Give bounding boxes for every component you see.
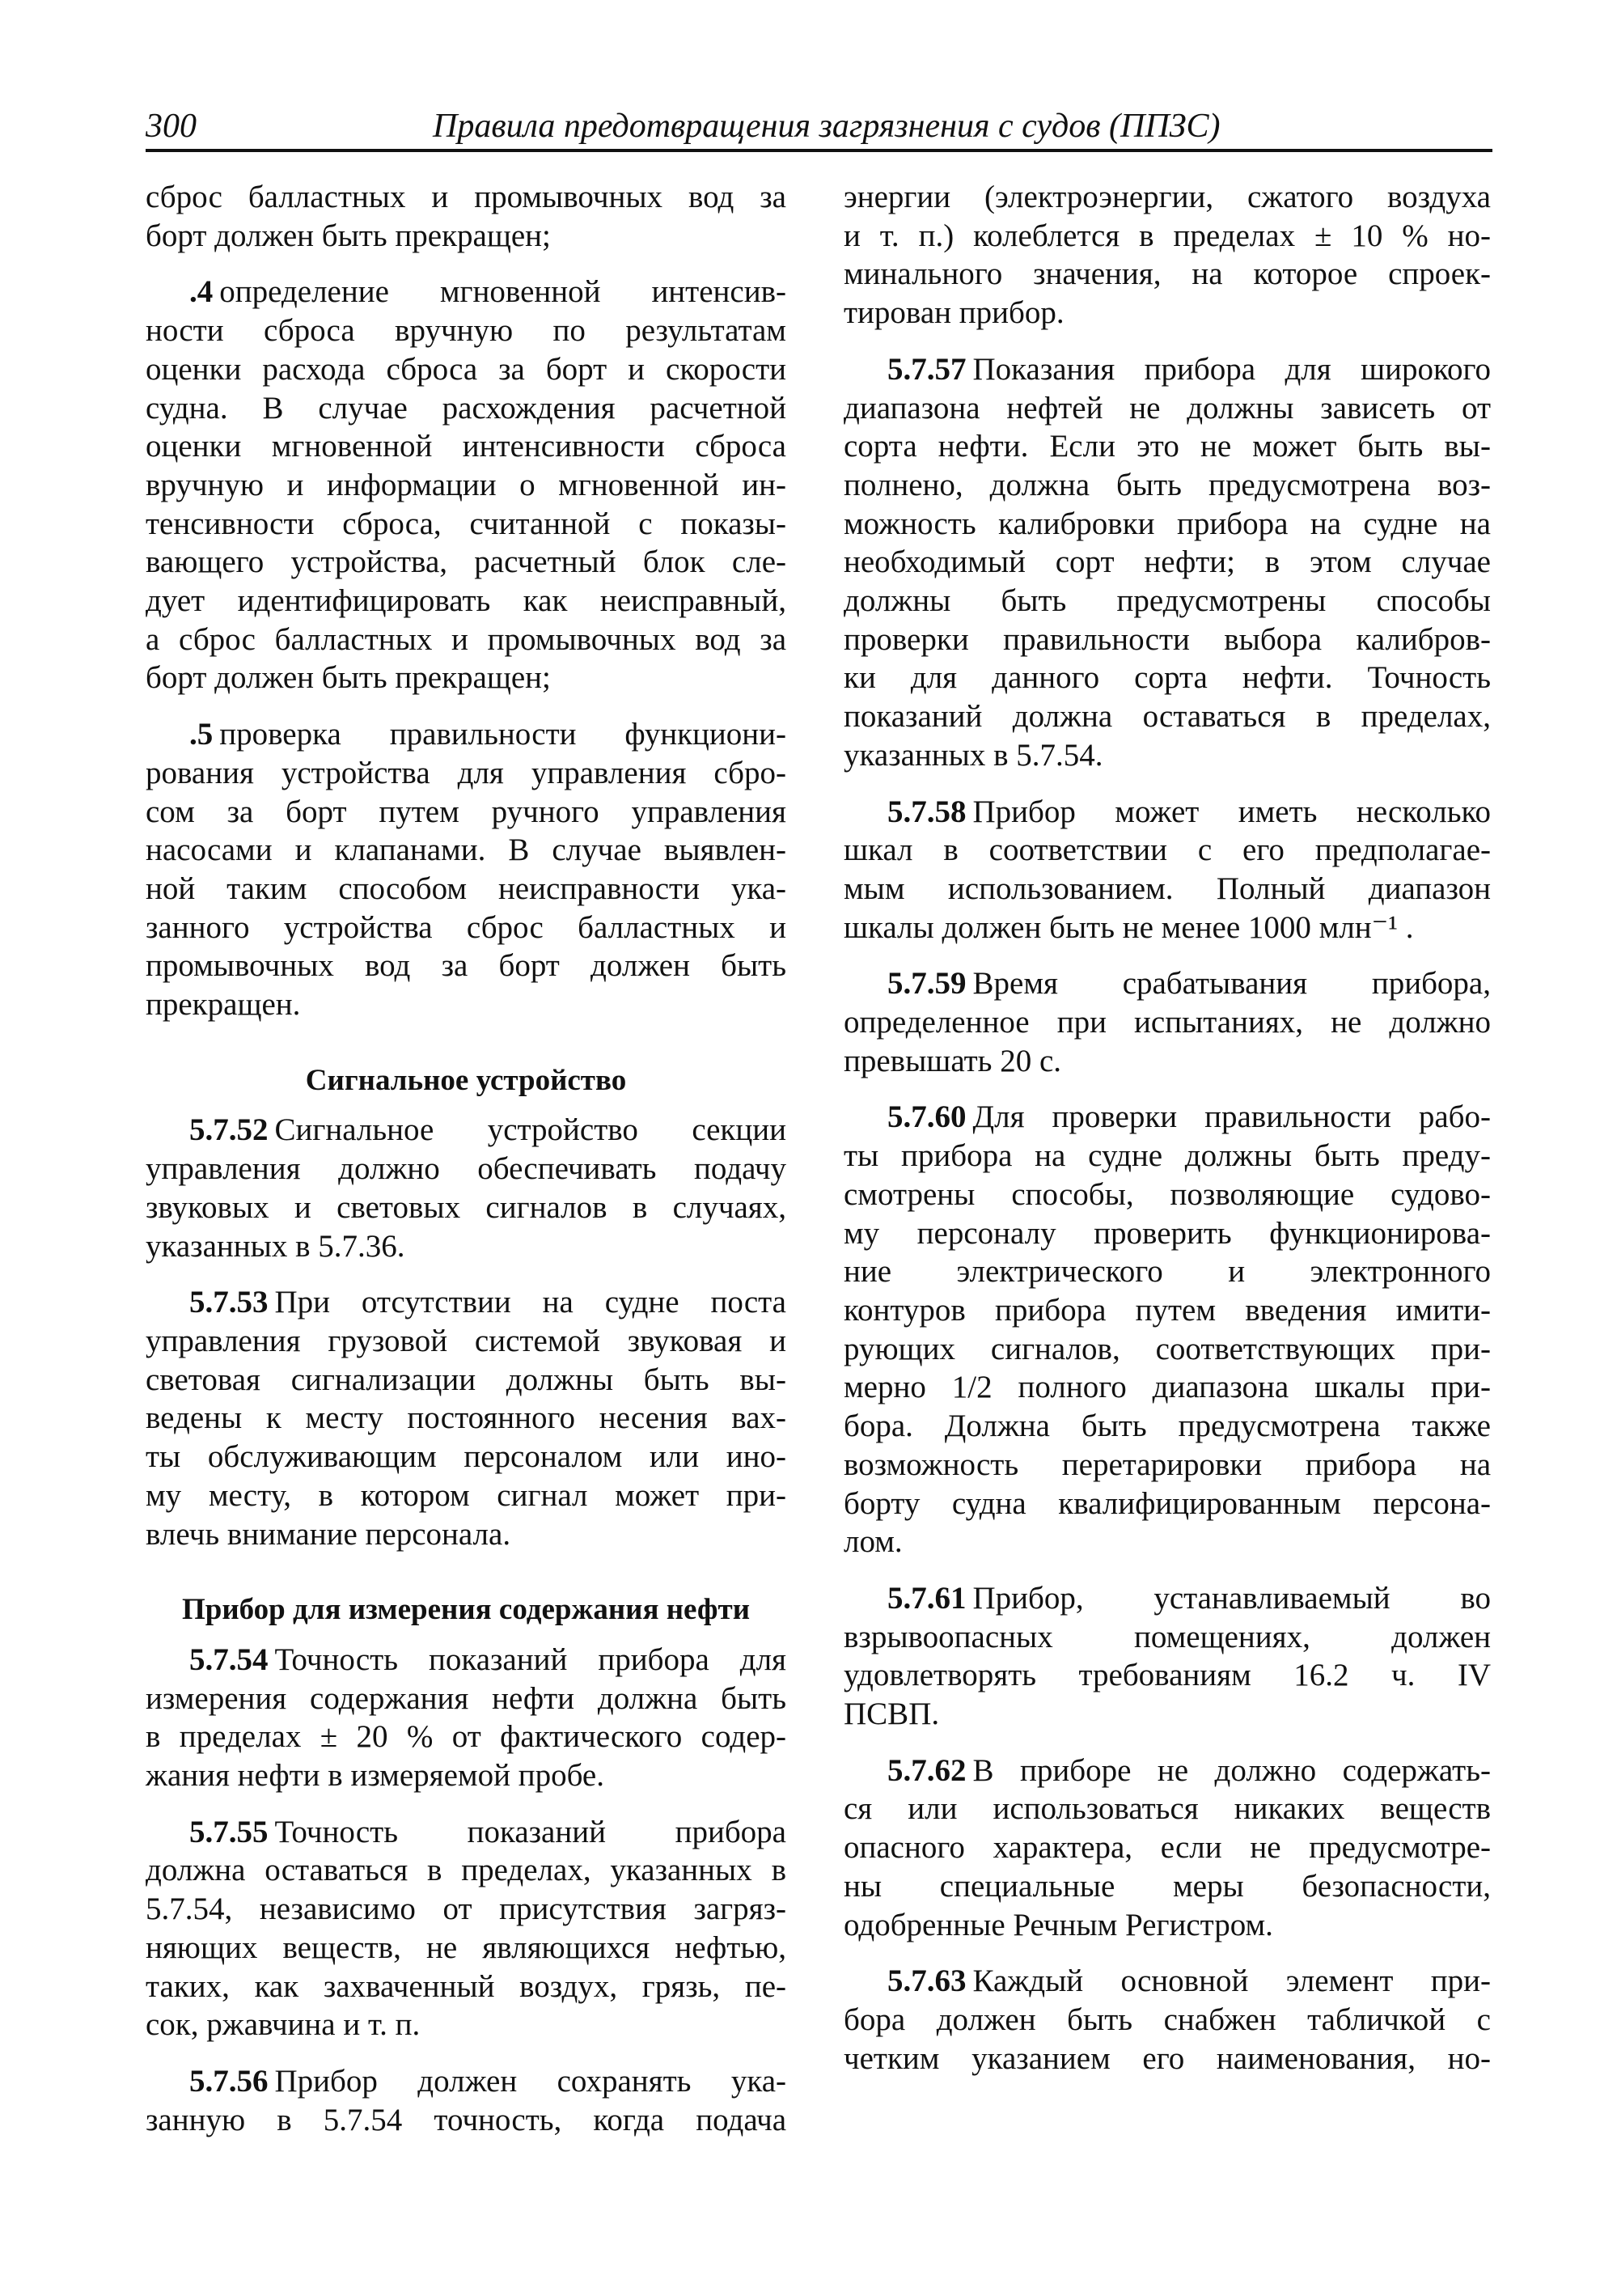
line-text: шкал в соответствии с его предполагае- xyxy=(844,832,1491,868)
text-line xyxy=(844,543,1491,582)
text-line xyxy=(844,1042,1491,1081)
line-text: жания нефти в измеряемой пробе. xyxy=(146,1758,604,1794)
text-line xyxy=(844,1906,1491,1945)
line-text: влечь внимание персонала. xyxy=(146,1516,511,1552)
line-text: бора должен быть снабжен табличкой с xyxy=(844,2002,1491,2037)
line-text: прекращен. xyxy=(146,987,301,1023)
text-line xyxy=(146,1718,786,1756)
paragraph xyxy=(844,964,1491,1080)
clause-number: 5.7.53 xyxy=(189,1285,269,1320)
paragraph xyxy=(146,1813,786,2044)
line-text: Прибор, устанавливаемый во xyxy=(972,1580,1491,1616)
text-line xyxy=(844,1330,1491,1369)
text-line xyxy=(146,427,786,466)
text-line xyxy=(146,1188,786,1227)
paragraph xyxy=(146,273,786,697)
line-text: минального значения, на которое спроек- xyxy=(844,256,1491,292)
line-text: вающего устройства, расчетный блок сле- xyxy=(146,544,786,580)
line-text: а сброс балластных и промывочных вод за xyxy=(146,621,786,657)
line-text: таких, как захваченный воздух, грязь, пе- xyxy=(146,1968,786,2004)
line-text: Для проверки правильности рабо- xyxy=(972,1099,1491,1135)
line-text: звуковых и световых сигналов в случаях, xyxy=(146,1189,786,1225)
line-text: Прибор должен сохранять ука- xyxy=(274,2063,786,2099)
text-line xyxy=(146,543,786,582)
line-text: проверка правильности функциони- xyxy=(219,717,786,752)
clause-number: .5 xyxy=(189,717,214,752)
line-text: в пределах ± 20 % от фактического содер- xyxy=(146,1719,786,1755)
text-line xyxy=(844,582,1491,621)
text-line xyxy=(146,1476,786,1515)
line-text: смотрены способы, позволяющие судово- xyxy=(844,1176,1491,1212)
line-text: Точность показаний прибора для xyxy=(274,1642,786,1677)
text-line xyxy=(146,1813,786,1852)
paragraph xyxy=(844,793,1491,947)
text-line xyxy=(844,2001,1491,2040)
text-line xyxy=(146,1756,786,1795)
text-line xyxy=(844,2040,1491,2078)
text-line xyxy=(844,466,1491,505)
clause-number: 5.7.54 xyxy=(189,1642,269,1677)
line-text: измерения содержания нефти должна быть xyxy=(146,1680,786,1716)
line-text: сом за борт путем ручного управления xyxy=(146,794,786,829)
line-text: рующих сигналов, соответствующих при- xyxy=(844,1331,1491,1366)
section-heading: Сигнальное устройство xyxy=(305,1063,627,1097)
paragraph xyxy=(844,350,1491,775)
paragraph xyxy=(146,1283,786,1553)
text-line xyxy=(146,1283,786,1322)
right-column xyxy=(844,178,1491,2095)
clause-number: 5.7.63 xyxy=(887,1963,967,1999)
line-text: ности сброса вручную по результатам xyxy=(146,313,786,349)
text-line xyxy=(844,964,1491,1003)
line-text: световая сигнализации должны быть вы- xyxy=(146,1362,786,1397)
text-line xyxy=(844,1368,1491,1407)
line-text: опасного характера, если не предусмотре- xyxy=(844,1830,1491,1866)
line-text: судна. В случае расхождения расчетной xyxy=(146,390,786,426)
line-text: Прибор может иметь несколько xyxy=(972,794,1491,829)
text-line xyxy=(844,1828,1491,1867)
line-text: занного устройства сброс балластных и xyxy=(146,909,786,945)
text-line xyxy=(146,389,786,428)
text-line xyxy=(146,947,786,985)
line-text: вручную и информации о мгновенной ин- xyxy=(146,467,786,502)
text-line xyxy=(844,1962,1491,2001)
text-line xyxy=(146,1851,786,1890)
text-line xyxy=(844,736,1491,775)
line-text: должна оставаться в пределах, указанных в xyxy=(146,1853,786,1888)
clause-number: 5.7.56 xyxy=(189,2063,269,2099)
text-line xyxy=(844,1446,1491,1485)
line-text: борт должен быть прекращен; xyxy=(146,660,551,696)
clause-number: 5.7.57 xyxy=(887,351,967,387)
line-text: бора. Должна быть предусмотрена также xyxy=(844,1409,1491,1444)
text-line xyxy=(844,1618,1491,1657)
line-text: насосами и клапанами. В случае выявлен- xyxy=(146,832,786,868)
text-line xyxy=(146,217,786,256)
line-text: шкалы должен быть не менее 1000 млн⁻¹ . xyxy=(844,909,1414,945)
running-title: Правила предотвращения загрязнения с судов (ППЗС) xyxy=(433,108,1221,145)
line-text: определенное при испытаниях, не должно xyxy=(844,1005,1491,1040)
line-text: Время срабатывания прибора, xyxy=(972,966,1491,1002)
line-text: необходимый сорт нефти; в этом случае xyxy=(844,544,1491,580)
text-line xyxy=(844,178,1491,217)
text-line xyxy=(844,1291,1491,1330)
text-line xyxy=(146,1150,786,1188)
text-line xyxy=(146,1515,786,1554)
line-text: ны специальные меры безопасности, xyxy=(844,1868,1491,1904)
clause-number: 5.7.60 xyxy=(887,1099,967,1135)
line-text: Точность показаний прибора xyxy=(274,1814,786,1849)
paragraph xyxy=(146,2062,786,2139)
line-text: ние электрического и электронного xyxy=(844,1254,1491,1290)
text-line xyxy=(844,793,1491,832)
line-text: В приборе не должно содержать- xyxy=(972,1752,1491,1788)
text-line xyxy=(844,1579,1491,1618)
text-line xyxy=(844,1695,1491,1734)
line-text: сброс балластных и промывочных вод за xyxy=(146,180,786,214)
text-line xyxy=(844,1214,1491,1253)
text-line xyxy=(146,909,786,947)
text-line xyxy=(146,505,786,544)
left-column xyxy=(146,178,786,2157)
text-line xyxy=(844,1790,1491,1828)
line-text: взрывоопасных помещениях, должен xyxy=(844,1619,1491,1654)
line-text: ной таким способом неисправности ука- xyxy=(146,871,786,906)
line-text: мым использованием. Полный диапазон xyxy=(844,871,1491,906)
text-line xyxy=(844,1656,1491,1695)
text-line xyxy=(146,793,786,832)
text-line xyxy=(844,1003,1491,1042)
line-text: мерно 1/2 полного диапазона шкалы при- xyxy=(844,1370,1491,1405)
line-text: ки для данного сорта нефти. Точность xyxy=(844,660,1491,696)
line-text: ПСВП. xyxy=(844,1697,940,1732)
text-line xyxy=(146,621,786,659)
text-line xyxy=(844,505,1491,544)
line-text: му месту, в котором сигнал может при- xyxy=(146,1477,786,1513)
text-line xyxy=(844,1176,1491,1214)
line-text: диапазона нефтей не должны зависеть от xyxy=(844,390,1491,426)
line-text: оценки расхода сброса за борт и скорости xyxy=(146,351,786,387)
paragraph xyxy=(844,1098,1491,1561)
text-line xyxy=(146,754,786,793)
line-text: рования устройства для управления сбро- xyxy=(146,755,786,790)
paragraph xyxy=(844,1579,1491,1734)
text-line xyxy=(844,1752,1491,1790)
line-text: возможность перетарировки прибора на xyxy=(844,1447,1491,1482)
line-text: дует идентифицировать как неисправный, xyxy=(146,583,786,619)
line-text: ты прибора на судне должны быть преду- xyxy=(844,1138,1491,1174)
line-text: Показания прибора для широкого xyxy=(972,351,1491,387)
line-text: сорта нефти. Если это не может быть вы- xyxy=(844,429,1491,464)
line-text: занную в 5.7.54 точность, когда подача xyxy=(146,2102,786,2137)
text-line xyxy=(844,350,1491,389)
line-text: четким указанием его наименования, но- xyxy=(844,2040,1491,2076)
clause-number: 5.7.62 xyxy=(887,1752,967,1788)
line-text: борту судна квалифицированным персона- xyxy=(844,1485,1491,1521)
text-line xyxy=(844,217,1491,256)
line-text: можность калибровки прибора на судне на xyxy=(844,506,1491,541)
line-text: оценки мгновенной интенсивности сброса xyxy=(146,429,786,464)
text-line xyxy=(146,1399,786,1438)
text-line xyxy=(146,1227,786,1266)
text-line xyxy=(146,1929,786,1968)
text-line xyxy=(146,1680,786,1718)
clause-number: 5.7.59 xyxy=(887,966,967,1002)
text-line xyxy=(146,985,786,1024)
text-line xyxy=(146,2062,786,2101)
text-line xyxy=(146,870,786,909)
paragraph xyxy=(844,1962,1491,2078)
text-line xyxy=(146,1111,786,1150)
paragraph xyxy=(146,178,786,255)
text-line xyxy=(844,255,1491,294)
clause-number: 5.7.61 xyxy=(887,1580,967,1616)
clause-number: 5.7.58 xyxy=(887,794,967,829)
line-text: определение мгновенной интенсив- xyxy=(219,274,786,310)
line-text: ты обслуживающим персоналом или ино- xyxy=(146,1439,786,1475)
text-line xyxy=(146,1890,786,1929)
text-line xyxy=(844,870,1491,909)
text-line xyxy=(146,1641,786,1680)
line-text: промывочных вод за борт должен быть xyxy=(146,948,786,984)
paragraph xyxy=(146,1111,786,1265)
text-line xyxy=(844,389,1491,428)
paragraph xyxy=(844,178,1491,333)
text-line xyxy=(844,909,1491,947)
line-text: удовлетворять требованиям 16.2 ч. IV xyxy=(844,1658,1491,1693)
line-text: указанных в 5.7.36. xyxy=(146,1228,405,1264)
text-line xyxy=(146,178,786,217)
line-text: Сигнальное устройство секции xyxy=(274,1112,786,1148)
line-text: Каждый основной элемент при- xyxy=(972,1963,1491,1999)
line-text: му персоналу проверить функционирова- xyxy=(844,1215,1491,1251)
line-text: должны быть предусмотрены способы xyxy=(844,583,1491,619)
line-text: энергии (электроэнергии, сжатого воздуха xyxy=(844,180,1491,214)
paragraph xyxy=(844,1752,1491,1945)
line-text: показаний должна оставаться в пределах, xyxy=(844,699,1491,735)
text-line xyxy=(146,659,786,697)
text-line xyxy=(844,1252,1491,1291)
text-line xyxy=(844,427,1491,466)
text-line xyxy=(844,1523,1491,1561)
clause-number: 5.7.55 xyxy=(189,1814,269,1849)
text-line xyxy=(844,1485,1491,1523)
header-rule xyxy=(146,149,1492,152)
line-text: одобренные Речным Регистром. xyxy=(844,1907,1273,1942)
line-text: управления грузовой системой звуковая и xyxy=(146,1323,786,1358)
line-text: превышать 20 с. xyxy=(844,1043,1062,1078)
paragraph xyxy=(146,715,786,1024)
line-text: При отсутствии на судне поста xyxy=(274,1285,786,1320)
text-line xyxy=(146,1968,786,2006)
text-line xyxy=(146,273,786,311)
line-text: управления должно обеспечивать подачу xyxy=(146,1151,786,1187)
line-text: полнено, должна быть предусмотрена воз- xyxy=(844,467,1491,502)
text-line xyxy=(146,2101,786,2140)
page-number: 300 xyxy=(146,108,197,145)
paragraph xyxy=(146,1641,786,1795)
line-text: указанных в 5.7.54. xyxy=(844,737,1103,773)
text-line xyxy=(146,1322,786,1361)
text-line xyxy=(844,659,1491,697)
text-line xyxy=(844,697,1491,736)
line-text: проверки правильности выбора калибров- xyxy=(844,621,1491,657)
line-text: тирован прибор. xyxy=(844,295,1065,331)
line-text: няющих веществ, не являющихся нефтью, xyxy=(146,1930,786,1965)
text-line xyxy=(146,831,786,870)
clause-number: .4 xyxy=(189,274,214,310)
line-text: 5.7.54, независимо от присутствия загряз- xyxy=(146,1891,786,1927)
text-line xyxy=(146,715,786,754)
text-line xyxy=(844,1867,1491,1906)
text-line xyxy=(146,1361,786,1400)
text-line xyxy=(844,831,1491,870)
running-header xyxy=(146,107,1492,149)
text-line xyxy=(146,2006,786,2044)
section-heading: Прибор для измерения содержания нефти xyxy=(181,1593,751,1627)
line-text: борт должен быть прекращен; xyxy=(146,218,551,253)
line-text: и т. п.) колеблется в пределах ± 10 % но- xyxy=(844,218,1491,253)
text-line xyxy=(146,582,786,621)
text-line xyxy=(146,466,786,505)
line-text: контуров прибора путем введения имити- xyxy=(844,1292,1491,1328)
text-line xyxy=(844,1407,1491,1446)
line-text: ся или использоваться никаких веществ xyxy=(844,1791,1491,1827)
text-line xyxy=(146,350,786,389)
line-text: тенсивности сброса, считанной с показы- xyxy=(146,506,786,541)
text-line xyxy=(844,1098,1491,1137)
text-line xyxy=(146,1438,786,1476)
line-text: ведены к месту постоянного несения вах- xyxy=(146,1400,786,1436)
line-text: сок, ржавчина и т. п. xyxy=(146,2007,421,2043)
clause-number: 5.7.52 xyxy=(189,1112,269,1148)
text-line xyxy=(844,621,1491,659)
text-line xyxy=(844,294,1491,333)
text-line xyxy=(146,311,786,350)
text-line xyxy=(844,1137,1491,1176)
line-text: лом. xyxy=(844,1524,903,1560)
